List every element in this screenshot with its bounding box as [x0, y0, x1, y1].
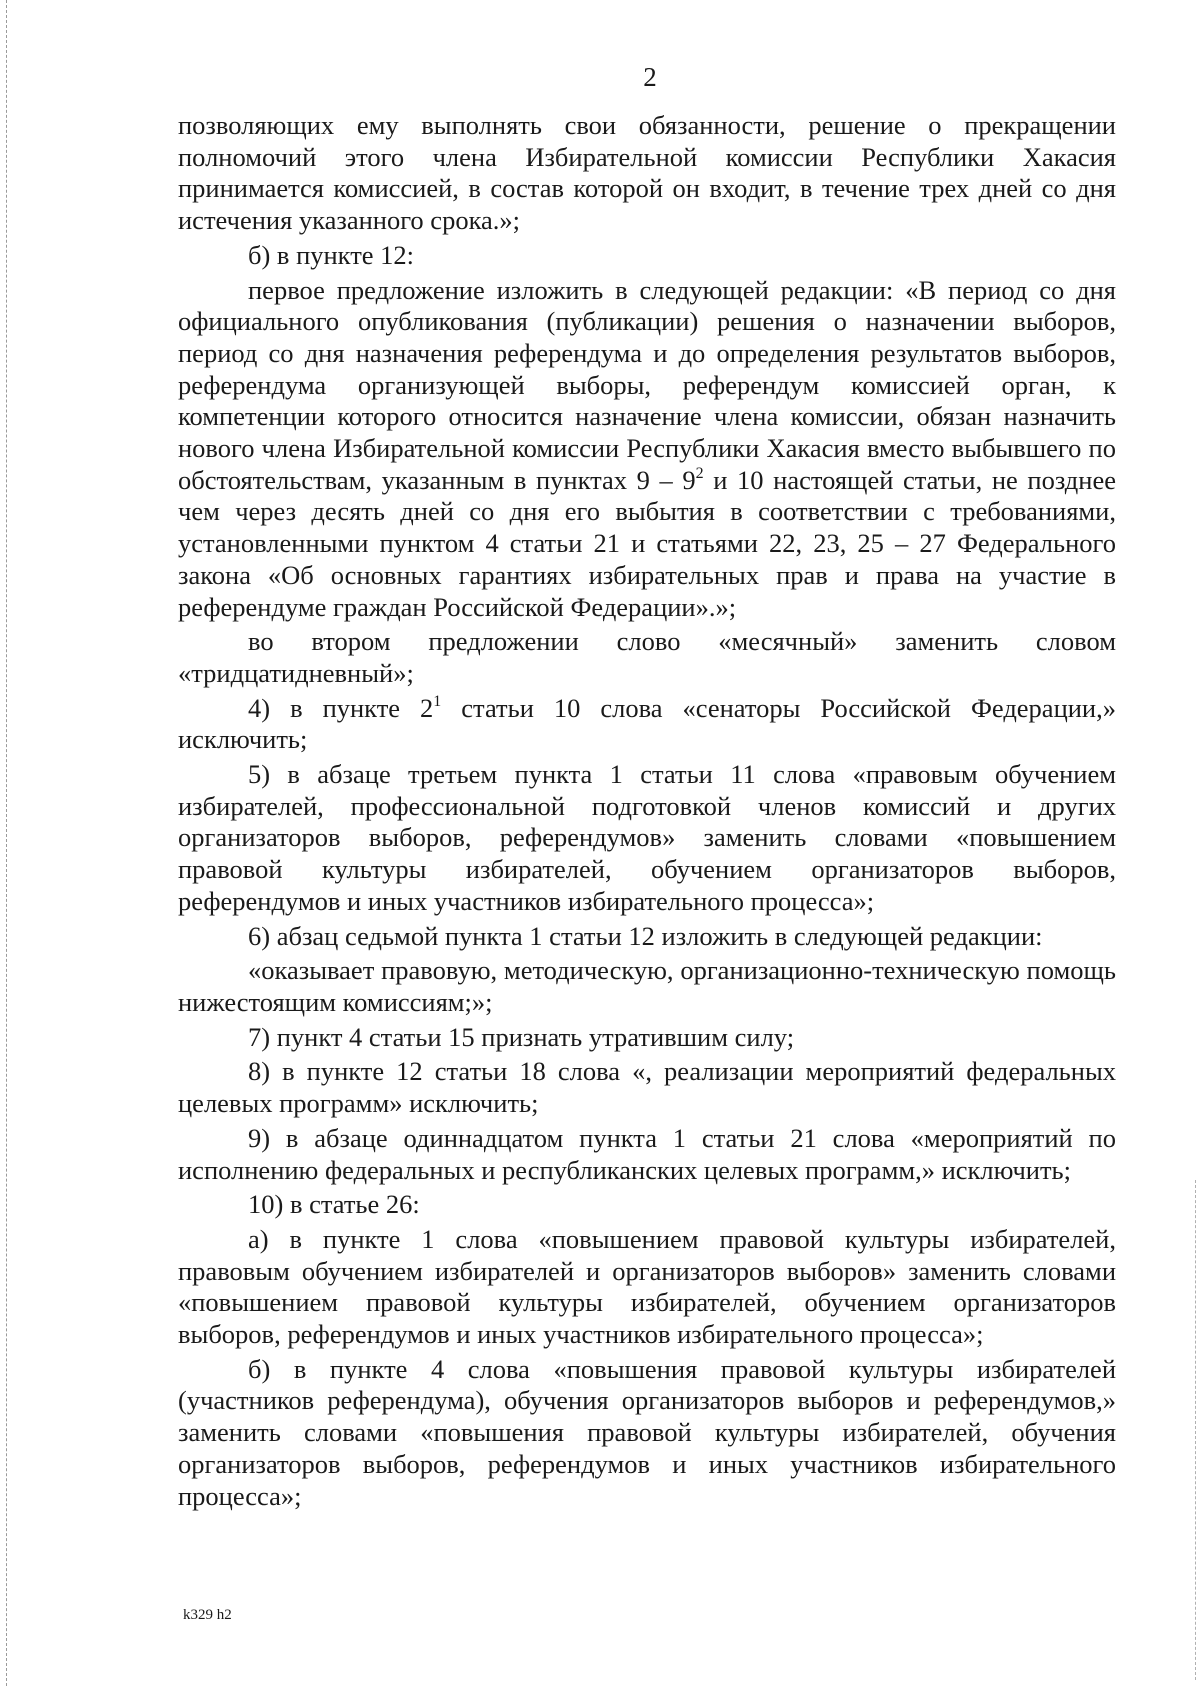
paragraph-item-6: 6) абзац седьмой пункта 1 статьи 12 изложить в следующей редакции:: [248, 920, 1043, 951]
text-fragment: и 10 настоящей статьи, не позднее чем через десять дней со дня его выбытия в соответствии с требованиями, установленными пунктом 4 статьи 21 и статьями 22, 23, 25 – 27 Федерального закона «Об основных гарантиях избирательных прав и права на участие в референдуме граждан Российской Федерации».»;: [178, 464, 1116, 622]
superscript: 2: [695, 464, 704, 482]
text-fragment: статьи 10 слова «сенаторы Российской Федерации,» исключить;: [178, 692, 1116, 755]
paragraph-continuation: позволяющих ему выполнять свои обязанности, решение о прекращении полномочий этого члена Избирательной комиссии Республики Хакасия принимается комиссией, в состав которой он входит, в течение трех дней со дня истечения указанного срока.»;: [178, 110, 1116, 236]
paragraph-subitem-b-2: б) в пункте 4 слова «повышения правовой культуры избирателей (участников референдума), обучения организаторов выборов и референдумов,» заменить словами «повышения правовой культуры избирателей, обучения организаторов выборов, референдумов и иных участников избирательного процесса»;: [178, 1353, 1116, 1511]
document-body: [178, 110, 1116, 1512]
paragraph-item-10: 10) в статье 26:: [248, 1189, 420, 1220]
text-fragment: первое предложение изложить в следующей редакции: «В период со дня официального опубликования (публикации) решения о назначении выборов, период со дня назначения референдума и до определения результатов выборов, референдума организующей выборы, референдум комиссией орган, к компетенции которого относится назначение члена комиссии, обязан назначить нового члена Избирательной комиссии Республики Хакасия вместо выбывшего по обстоятельствам, указанным в пунктах 9 – 9: [178, 274, 1116, 495]
paragraph-subitem-b: б) в пункте 12:: [248, 239, 415, 270]
footer-code: k329 h2: [183, 1607, 232, 1623]
paragraph-item-4: [178, 693, 1116, 756]
scan-edge-left: [6, 0, 7, 1686]
text-fragment: 4) в пункте 2: [248, 692, 434, 723]
paragraph-item-7: 7) пункт 4 статьи 15 признать утратившим силу;: [248, 1021, 795, 1052]
scan-edge-right: [1195, 1180, 1196, 1680]
superscript: 1: [433, 692, 442, 710]
paragraph-item-8: 8) в пункте 12 статьи 18 слова «, реализации мероприятий федеральных целевых программ» исключить;: [178, 1056, 1116, 1119]
paragraph-first-sentence: [178, 275, 1116, 624]
paragraph-second-sentence: во втором предложении слово «месячный» заменить словом «тридцатидневный»;: [178, 626, 1116, 688]
page-number: 2: [643, 62, 657, 92]
paragraph-item-5: 5) в абзаце третьем пункта 1 статьи 11 слова «правовым обучением избирателей, профессиональной подготовкой членов комиссий и других организаторов выборов, референдумов» заменить словами «повышением правовой культуры избирателей, обучением организаторов выборов, референдумов и иных участников избирательного процесса»;: [178, 759, 1116, 916]
paragraph-subitem-a: а) в пункте 1 слова «повышением правовой культуры избирателей, правовым обучением избирателей и организаторов выборов» заменить словами «повышением правовой культуры избирателей, обучением организаторов выборов, референдумов и иных участников избирательного процесса»;: [178, 1223, 1116, 1350]
paragraph-item-9: 9) в абзаце одиннадцатом пункта 1 статьи 21 слова «мероприятий по исполнению федеральных и республиканских целевых программ,» исключить;: [178, 1122, 1116, 1185]
paragraph-quote: «оказывает правовую, методическую, организационно-техническую помощь нижестоящим комиссиям;»;: [178, 955, 1116, 1017]
